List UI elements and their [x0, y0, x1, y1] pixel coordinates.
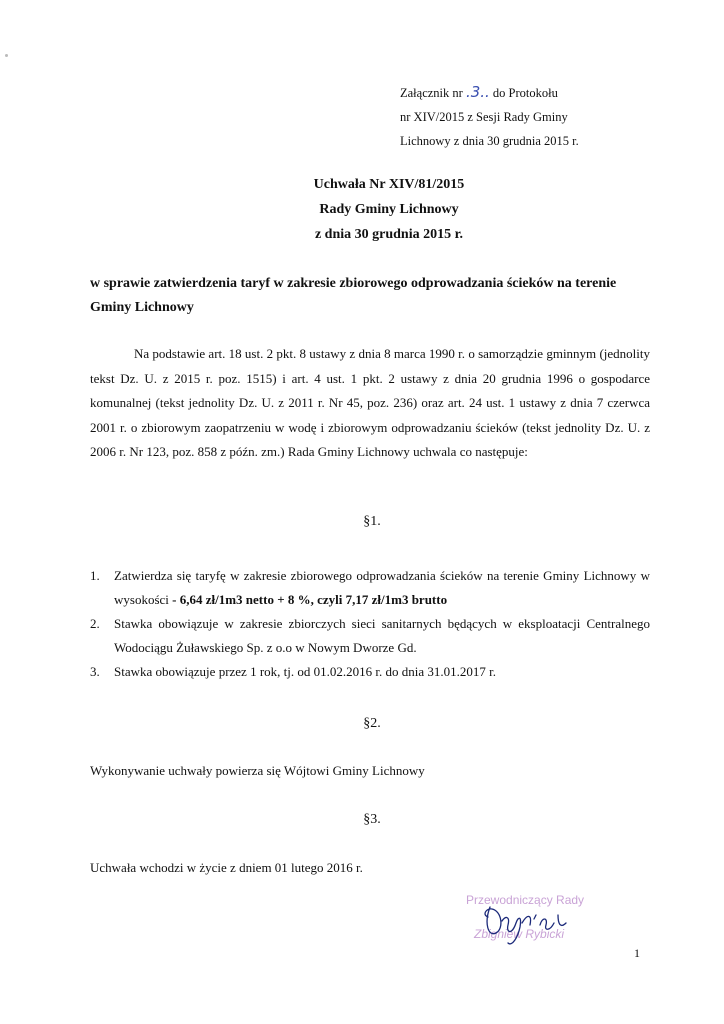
attachment-line-1: Załącznik nr .3.. do Protokołu [400, 83, 558, 101]
stamp-name: Zbigniew Rybicki [474, 927, 565, 941]
attachment-line-2: nr XIV/2015 z Sesji Rady Gminy [400, 110, 568, 124]
section-3-heading: §3. [363, 812, 381, 827]
section-1-heading: §1. [363, 514, 381, 529]
tariff-rate: - 6,64 zł/1m3 netto + 8 %, czyli 7,17 zł/1m3 brutto [172, 592, 448, 607]
list-item: 2. Stawka obowiązuje w zakresie zbiorczych sieci sanitarnych będących w eksploatacji Centralnego Wodociągu Żuławskiego Sp. z o.o w Nowym Dworze Gd. [90, 616, 650, 655]
stamp-title: Przewodniczący Rady [466, 893, 585, 907]
page-number: 1 [634, 946, 640, 960]
title-line-3: z dnia 30 grudnia 2015 r. [314, 227, 464, 242]
section-2-text: Wykonywanie uchwały powierza się Wójtowi Gminy Lichnowy [90, 763, 425, 778]
list-item: 1. Zatwierdza się taryfę w zakresie zbiorowego odprowadzania ścieków na terenie Gminy Lichnowy w wysokości - 6,64 zł/1m3 netto + 8 %, czyli 7,17 zł/1m3 brutto [90, 568, 650, 607]
legal-basis-paragraph: Na podstawie art. 18 ust. 2 pkt. 8 ustawy z dnia 8 marca 1990 r. o samorządzie gminnym (jednolity tekst Dz. U. z 2015 r. poz. 1515) i art. 4 ust. 1 pkt. 2 ustawy z dnia 20 grudnia 1996 o gospodarce komunalnej (tekst jednolity Dz. U. z 2011 r. Nr 45, poz. 236) oraz art. 24 ust. 1 ustawy z dnia 7 czerwca 2001 r. o zbiorowym zaopatrzeniu w wodę i zbiorowym odprowadzaniu ścieków (tekst jednolity Dz. U. z 2006 r. Nr 123, poz. 858 z późn. zm.) Rada Gminy Lichnowy uchwala co następuje: [90, 346, 650, 459]
resolution-title [0, 172, 724, 247]
list-item: 3. Stawka obowiązuje przez 1 rok, tj. od 01.02.2016 r. do dnia 31.01.2017 r. [90, 664, 496, 679]
attachment-line-3: Lichnowy z dnia 30 grudnia 2015 r. [400, 134, 579, 148]
attachment-note [400, 80, 579, 153]
resolution-subject: w sprawie zatwierdzenia taryf w zakresie zbiorowego odprowadzania ścieków na terenie Gminy Lichnowy [90, 276, 617, 315]
attachment-number: .3.. [465, 83, 490, 101]
title-line-1: Uchwała Nr XIV/81/2015 [313, 177, 465, 192]
title-line-2: Rady Gminy Lichnowy [319, 202, 459, 217]
section-1-list [90, 564, 650, 684]
section-2-heading: §2. [363, 716, 381, 731]
signature-stamp [462, 893, 602, 953]
section-3-text: Uchwała wchodzi w życie z dniem 01 lutego 2016 r. [90, 860, 363, 875]
handwritten-signature [462, 893, 602, 953]
scan-speck [5, 54, 8, 57]
